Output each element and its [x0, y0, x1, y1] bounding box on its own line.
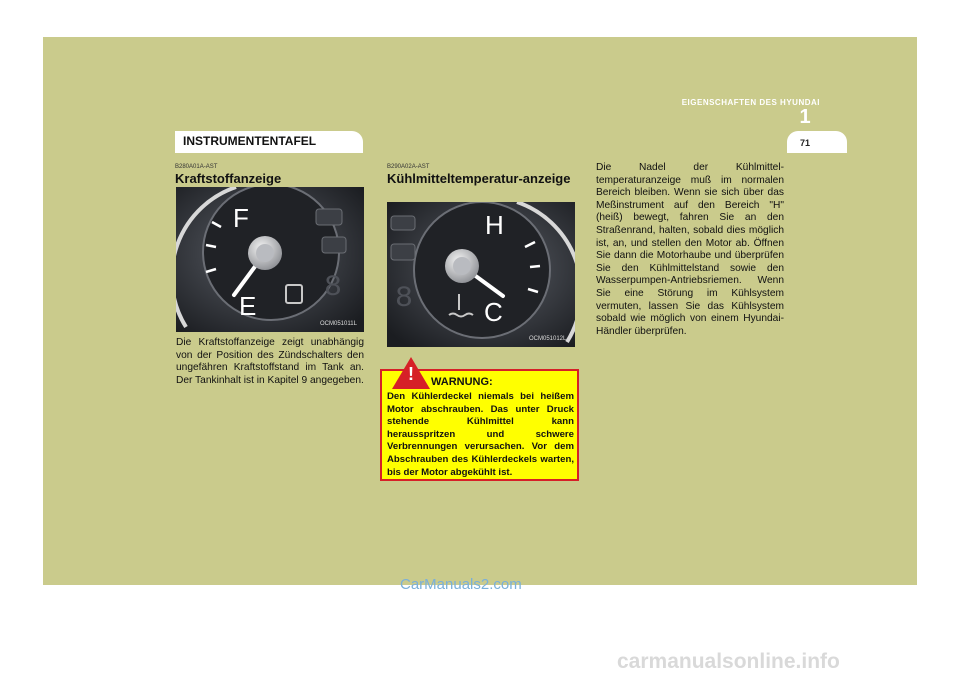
page-number: 71	[799, 138, 810, 148]
warning-text: Den Kühlerdeckel niemals bei heißem Motor abschrauben. Das unter Druck stehende Kühlmittel kann herausspritzen und schwere Verbrennungen verursachen. Vor dem Abschrauben des Kühlerdeckels warten, bis der Motor abgekühlt ist.	[387, 391, 574, 478]
svg-text:8: 8	[395, 282, 414, 316]
warning-title: WARNUNG:	[431, 376, 493, 388]
fuel-section-code: B280A01A-AST	[175, 164, 218, 170]
fuel-photo-code: OCM051011L	[320, 321, 357, 327]
coolant-gauge-illustration	[387, 202, 575, 347]
coolant-body-text: Die Nadel der Kühlmittel-temperaturanzeige muß im normalen Bereich bleiben. Wenn sie sich über das Meßinstrument auf den Bereich "H" (heiß) bewegt, fahren Sie an den Straßenrand, halten, sobald dies möglich ist, an, und stellen den Motor ab. Öffnen Sie dann die Motorhaube und überprüfen Sie den Kühlmittelstand sowie den Wasserpumpen-Antriebsriemen. Wenn Sie eine Störung im Kühlsystem vermuten, lassen Sie das Kühlsystem sobald wie möglich von einem Hyundai-Händler überprüfen.	[596, 162, 784, 337]
section-title: INSTRUMENTENTAFEL	[183, 134, 317, 148]
coolant-gauge-photo	[387, 202, 575, 347]
coolant-section-code: B290A02A-AST	[387, 164, 430, 170]
coolant-gauge-letter-c: C	[484, 297, 503, 327]
warning-exclamation: !	[408, 364, 414, 384]
coolant-photo-code: OCM051012L	[529, 336, 567, 342]
fuel-gauge-illustration	[176, 187, 364, 332]
coolant-gauge-letter-h: H	[485, 210, 504, 240]
fuel-body-text: Die Kraftstoffanzeige zeigt unabhängig von der Position des Zündschalters den ungefähren Kraftstoffstand im Tank an. Der Tankinhalt ist in Kapitel 9 angegeben.	[176, 337, 364, 386]
coolant-heading: Kühlmitteltemperatur-anzeige	[387, 171, 571, 186]
chapter-title: EIGENSCHAFTEN DES HYUNDAI	[681, 98, 820, 107]
fuel-gauge-letter-f: F	[233, 203, 249, 233]
fuel-gauge-photo	[176, 187, 364, 332]
fuel-gauge-letter-e: E	[239, 291, 257, 321]
svg-text:8: 8	[324, 271, 343, 305]
watermark-carmanuals2: CarManuals2.com	[400, 576, 522, 593]
fuel-heading: Kraftstoffanzeige	[175, 171, 282, 186]
chapter-number: 1	[799, 106, 811, 128]
watermark-carmanualsonline: carmanualsonline.info	[617, 650, 840, 673]
